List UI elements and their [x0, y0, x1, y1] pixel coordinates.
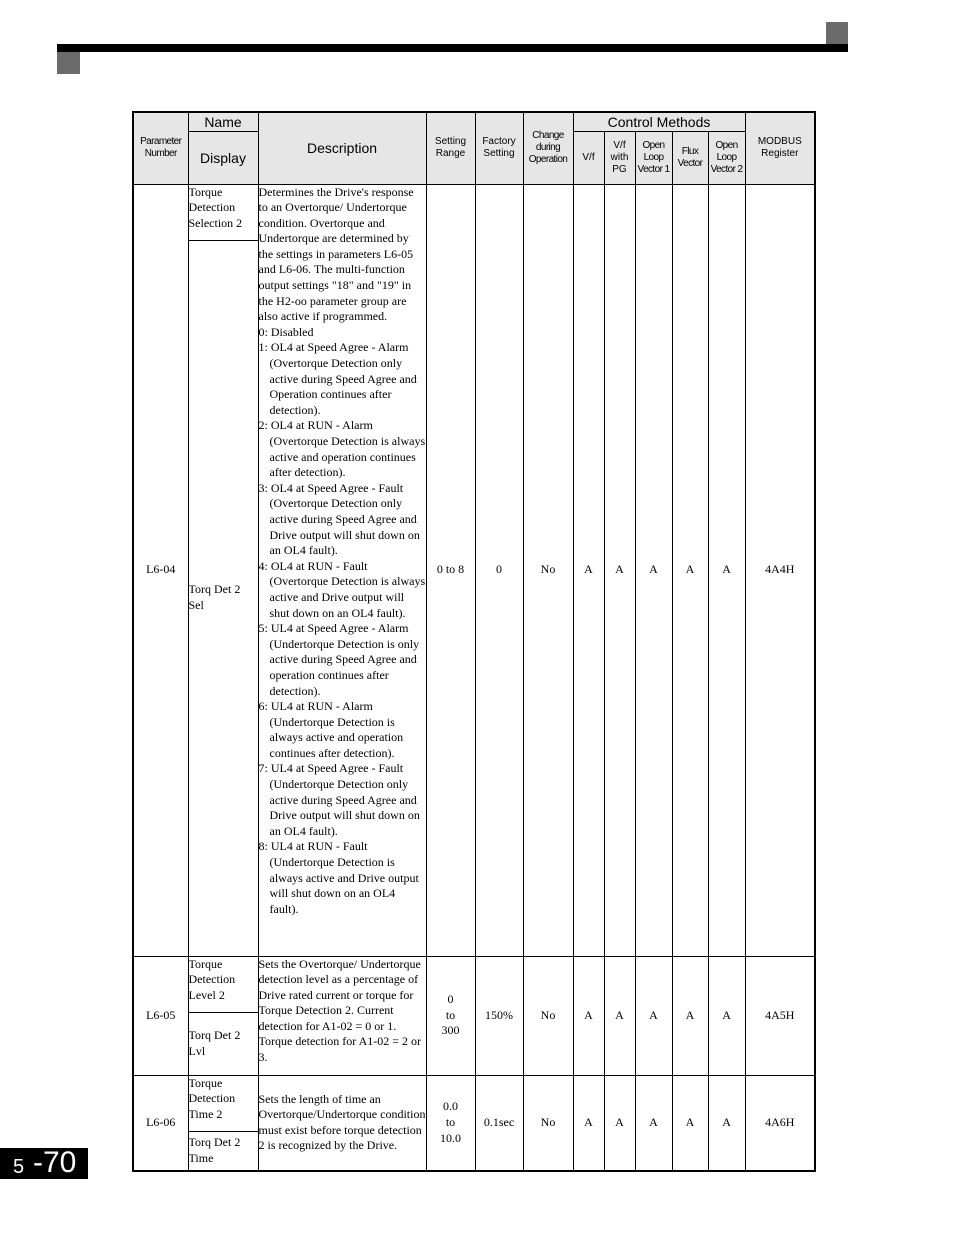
change-during-operation: No: [523, 184, 573, 956]
cm-vf: A: [573, 184, 604, 956]
header-control-methods: Control Methods: [573, 112, 745, 131]
modbus-register: 4A5H: [745, 956, 815, 1075]
cm-vf: A: [573, 1075, 604, 1171]
cm-vf-pg: A: [604, 956, 635, 1075]
param-name: Torque Detection Selection 2: [188, 184, 258, 240]
option-item: 6: UL4 at RUN - Alarm (Undertorque Detection is always active and operation continues after detection).: [258, 699, 404, 760]
page-number-tab: [0, 1148, 88, 1179]
param-name: Torque Detection Time 2: [188, 1075, 258, 1131]
header-olv1: Open Loop Vector 1: [635, 131, 672, 184]
cm-olv1: A: [635, 184, 672, 956]
option-item: 4: OL4 at RUN - Fault (Overtorque Detection is always active and Drive output will shut down on an OL4 fault).: [258, 558, 426, 620]
header-description: Description: [258, 112, 426, 184]
change-during-operation: No: [523, 956, 573, 1075]
header-name: Name: [188, 112, 258, 131]
setting-range: 0 to 300: [426, 956, 475, 1075]
cm-olv1: A: [635, 956, 672, 1075]
param-display: Torq Det 2 Sel: [188, 240, 258, 956]
cm-flux: A: [672, 1075, 708, 1171]
option-item: 1: OL4 at Speed Agree - Alarm (Overtorque Detection only active during Speed Agree and Operation continues after detection).: [258, 340, 417, 417]
header-change-during-operation: Change during Operation: [523, 112, 573, 184]
param-name: Torque Detection Level 2: [188, 956, 258, 1012]
option-item: 5: UL4 at Speed Agree - Alarm (Undertorque Detection is only active during Speed Agree and operation continues after detection).: [258, 621, 420, 698]
option-item: 8: UL4 at RUN - Fault (Undertorque Detection is always active and Drive output will shut down on an OL4 fault).: [258, 839, 419, 916]
section-number: 5: [13, 1156, 25, 1178]
option-item: 7: UL4 at Speed Agree - Fault (Undertorque Detection only active during Speed Agree and Drive output will shut down on an OL4 fault).: [258, 761, 420, 838]
factory-setting: 0.1sec: [475, 1075, 523, 1171]
cm-olv2: A: [708, 956, 745, 1075]
header-marker-square-left: [57, 52, 80, 74]
cm-vf: A: [573, 956, 604, 1075]
cm-flux: A: [672, 956, 708, 1075]
header-param-number: Parameter Number: [133, 112, 188, 184]
param-description: Sets the length of time an Overtorque/Undertorque condition must exist before torque detection 2 is recognized by the Drive.: [258, 1075, 426, 1171]
header-olv2: Open Loop Vector 2: [708, 131, 745, 184]
factory-setting: 0: [475, 184, 523, 956]
modbus-register: 4A6H: [745, 1075, 815, 1171]
param-display: Torq Det 2 Time: [188, 1131, 258, 1171]
factory-setting: 150%: [475, 956, 523, 1075]
header-flux-vector: Flux Vector: [672, 131, 708, 184]
cm-flux: A: [672, 184, 708, 956]
description-text: Determines the Drive's response to an Overtorque/ Undertorque condition. Overtorque and Undertorque are determined by the settings in parameters L6-05 and L6-06. The multi-function output settings "18" and "19" in the H2-oo parameter group are also active if programmed.: [258, 184, 414, 324]
header-vf: V/f: [573, 131, 604, 184]
header-marker-square: [826, 22, 848, 44]
parameter-table: [132, 111, 816, 1172]
header-modbus-register: MODBUS Register: [745, 112, 815, 184]
header-vf-pg: V/f with PG: [604, 131, 635, 184]
setting-range: 0 to 8: [426, 184, 475, 956]
param-description: Sets the Overtorque/ Undertorque detection level as a percentage of Drive rated current or torque for Torque Detection 2. Current detection for A1-02 = 0 or 1. Torque detection for A1-02 = 2 or 3.: [258, 956, 426, 1075]
cm-vf-pg: A: [604, 184, 635, 956]
cm-olv2: A: [708, 184, 745, 956]
top-rule: [57, 44, 848, 52]
param-number: L6-05: [133, 956, 188, 1075]
param-number: L6-06: [133, 1075, 188, 1171]
header-display: Display: [188, 131, 258, 184]
setting-range: 0.0 to 10.0: [426, 1075, 475, 1171]
cm-olv2: A: [708, 1075, 745, 1171]
header-setting-range: Setting Range: [426, 112, 475, 184]
param-number: L6-04: [133, 184, 188, 956]
option-item: 3: OL4 at Speed Agree - Fault (Overtorque Detection only active during Speed Agree and Drive output will shut down on an OL4 fault).: [258, 480, 420, 558]
modbus-register: 4A4H: [745, 184, 815, 956]
option-item: 2: OL4 at RUN - Alarm (Overtorque Detection is always active and operation continues after detection).: [258, 418, 426, 480]
cm-olv1: A: [635, 1075, 672, 1171]
param-description: [258, 184, 426, 956]
param-display: Torq Det 2 Lvl: [188, 1012, 258, 1075]
header-factory-setting: Factory Setting: [475, 112, 523, 184]
cm-vf-pg: A: [604, 1075, 635, 1171]
description-text: 0: Disabled: [258, 324, 314, 339]
change-during-operation: No: [523, 1075, 573, 1171]
page-number: -70: [33, 1146, 77, 1179]
